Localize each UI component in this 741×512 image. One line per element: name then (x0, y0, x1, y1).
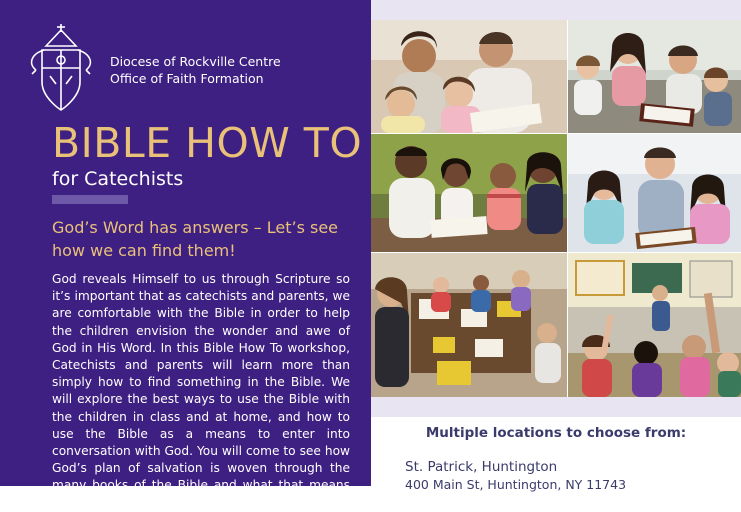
photo-collage (371, 20, 741, 400)
locations-heading: Multiple locations to choose from: (425, 425, 687, 441)
photo-family-on-couch (568, 20, 741, 133)
photo-classroom-of-children (371, 253, 567, 397)
right-panel (371, 0, 741, 492)
top-band (371, 0, 741, 20)
page-title: BIBLE HOW TO (52, 119, 363, 167)
location-name: St. Patrick, Huntington (405, 459, 558, 475)
locations-band (371, 397, 741, 417)
tagline: God’s Word has answers – Let’s see how we can find them! (52, 218, 339, 260)
description-paragraph: God reveals Himself to us through Scripture so it’s important that as catechists and parents, we are comfortable with the Bible in order to help the children envision the wonder and awe of God in His Word. In this Bible How To workshop, Catechists and parents will learn more than simply how to find something in the Bible. We will explore the best ways to use the Bible with the children in class and at home, and how to use the Bible as a means to enter into conversation with God. You will come to see how God’s plan of salvation is woven through the many books of the Bible and what that means for your life and the lives of our children. (52, 272, 350, 510)
page-subtitle: for Catechists (52, 168, 184, 190)
accent-rule (52, 195, 128, 204)
org-line-1: Diocese of Rockville Centre (110, 54, 281, 69)
diocese-crest-icon (26, 24, 96, 116)
location-address: 400 Main St, Huntington, NY 11743 (405, 477, 627, 492)
photo-father-reading-with-daughters (568, 134, 741, 252)
photo-family-reading-bible (371, 20, 567, 133)
photo-teacher-reading-with-children (371, 134, 567, 252)
org-line-2: Office of Faith Formation (110, 71, 264, 86)
organization-name (110, 53, 281, 87)
photo-classroom-hands-raised (568, 253, 741, 397)
left-panel (0, 0, 371, 510)
